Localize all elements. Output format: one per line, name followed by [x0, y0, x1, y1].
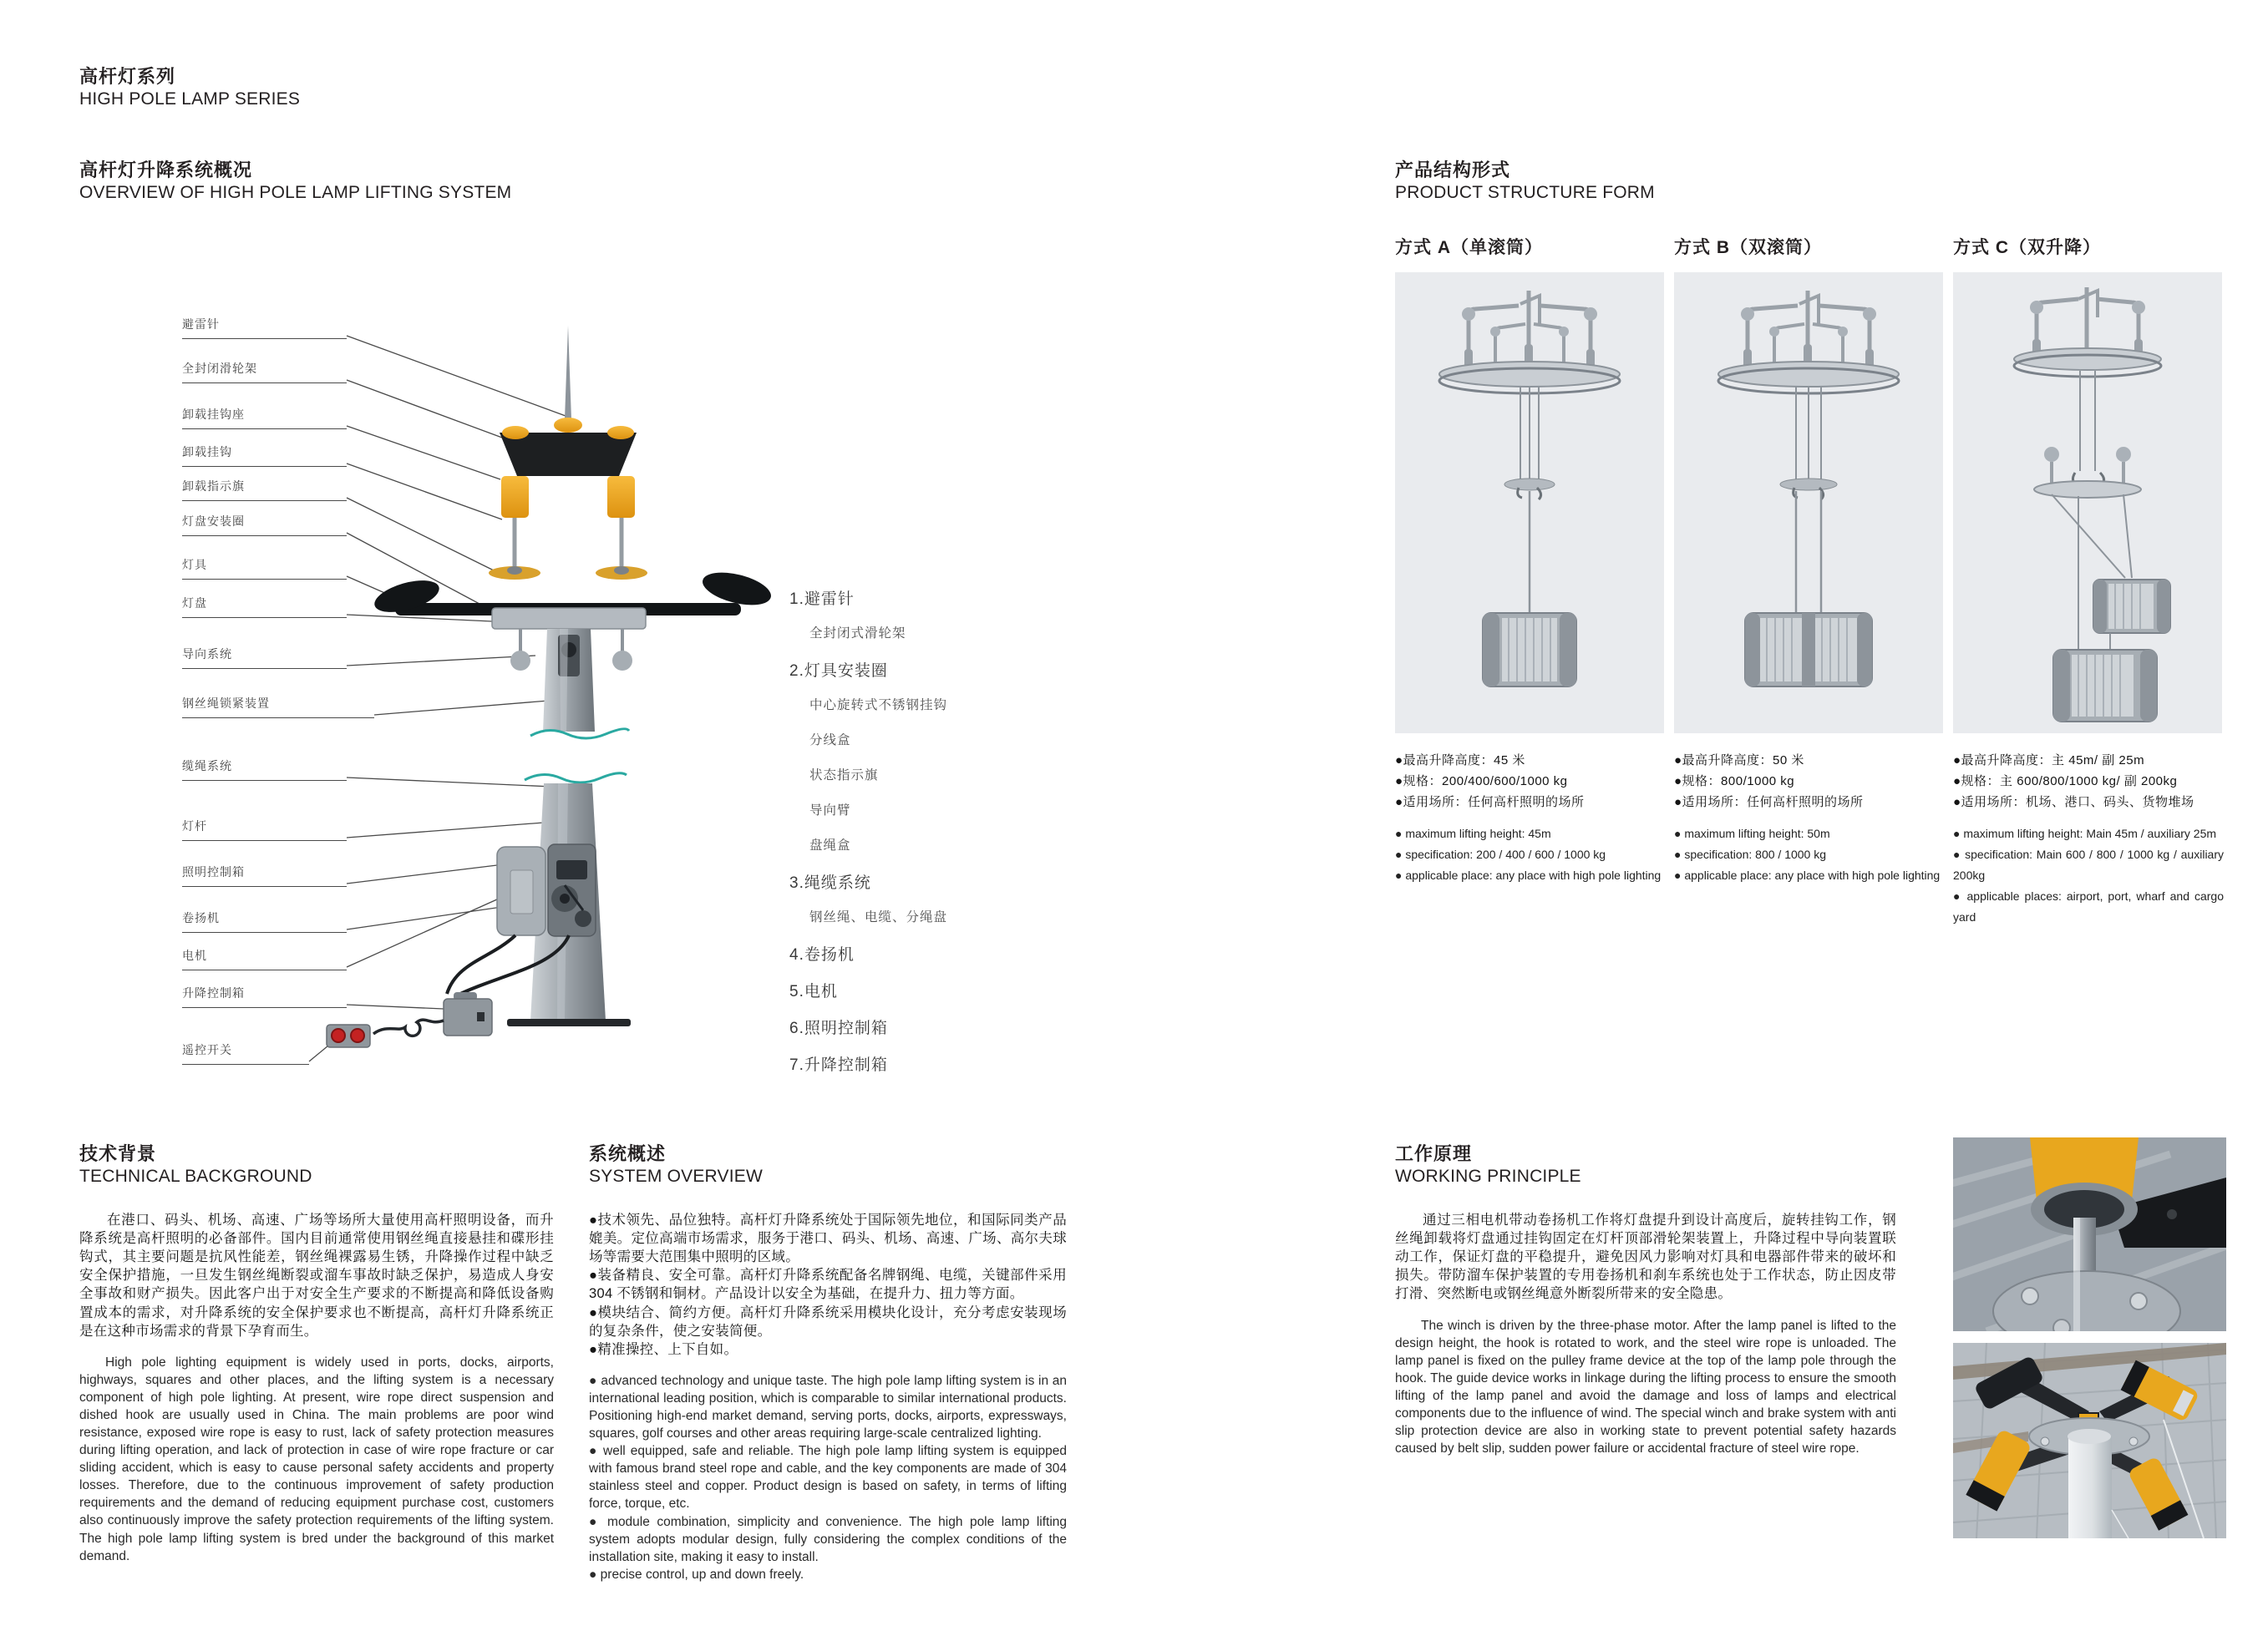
- system-overview-section: [589, 1142, 1067, 1583]
- technical-background-body-en: High pole lighting equipment is widely used in ports, docks, airports, highways, squares and other places, and the lifting system is a necessary component of high pole lighting. At present, wire rope direct suspension and dished hook are usually used in China. The main problems are poor wind resistance, exposed wire rope is easy to rust, lack of safety protection measures during lifting operation, and lack of protection in case of wire rope fracture or car sliding accident, which is easy to cause personal safety accidents and property losses. Therefore, due to the continuous improvement of safety production requirements and the demand of reducing equipment purchase cost, customers also continuously improve the safety protection requirements of the lifting system. The high pole lamp lifting system is bred under the background of this market demand.: [79, 1355, 554, 1563]
- part-label-unload-hook: 卸载挂钩: [182, 443, 347, 467]
- structure-image-a: [1395, 272, 1664, 733]
- working-principle-title-zh: 工作原理: [1395, 1143, 1473, 1164]
- mode-b-spec-zh: ●最高升降高度：50 米: [1674, 753, 1804, 767]
- mode-b-spec-en: ● applicable place: any place with high pole lighting: [1674, 869, 1941, 882]
- structure-image-c: [1953, 272, 2222, 733]
- structure-image-b: [1674, 272, 1943, 733]
- part-label-guide-system: 导向系统: [182, 646, 347, 669]
- mode-a-spec-en: ● specification: 200 / 400 / 600 / 1000 kg: [1395, 848, 1606, 861]
- part-label-motor: 电机: [182, 947, 347, 970]
- technical-background-section: [79, 1142, 554, 1565]
- numbered-item: 4.卷扬机: [789, 946, 855, 964]
- system-overview-title-en: SYSTEM OVERVIEW: [589, 1167, 763, 1186]
- numbered-subitem: 全封闭式滑轮架: [809, 626, 906, 641]
- overview-title-zh: 高杆灯升降系统概况: [79, 160, 253, 180]
- numbered-item: 5.电机: [789, 983, 838, 1000]
- mode-a-title: 方式 A（单滚筒）: [1395, 238, 1543, 257]
- system-overview-bullet-zh: ●技术领先、品位独特。高杆灯升降系统处于国际领先地位，和国际同类产品媲美。定位高端市场需求，服务于港口、码头、机场、高速、广场、高尔夫球场等需要大范围集中照明的区域。: [589, 1213, 1067, 1265]
- part-label-lamp-panel-mounting-ring: 灯盘安装圈: [182, 513, 347, 536]
- mode-card-a: [1395, 234, 1666, 886]
- system-overview-bullet-zh: ●精准操控、上下自如。: [589, 1341, 738, 1357]
- structure-header: [1395, 159, 1655, 204]
- numbered-subitem: 钢丝绳、电缆、分绳盘: [809, 910, 948, 924]
- part-label-enclosed-pulley-frame: 全封闭滑轮架: [182, 360, 347, 383]
- mode-c-title: 方式 C（双升降）: [1953, 238, 2101, 257]
- mode-b-spec-en: ● specification: 800 / 1000 kg: [1674, 848, 1827, 861]
- mode-card-c: [1953, 234, 2224, 928]
- numbered-subitem: 导向臂: [809, 803, 851, 818]
- mode-c-spec-en: ● specification: Main 600 / 800 / 1000 kg / auxiliary 200kg: [1953, 848, 2224, 882]
- structure-title-zh: 产品结构形式: [1395, 160, 1511, 180]
- part-label-cable-system: 缆绳系统: [182, 757, 347, 781]
- working-principle-body-en: The winch is driven by the three-phase motor. After the lamp panel is lifted to the design height, the hook is rotated to work, and the steel wire rope is unloaded. The lamp panel is fixed on the pulley frame device at the top of the lamp pole through the hook. The guide device works in linkage during the lifting process to ensure the smooth lifting of the lamp panel and avoid the damage and loss of lamps and electrical components due to the influence of wind. The special winch and brake system with anti slip protection device are also in working state to prevent potential safety hazards caused by belt slip, sudden power failure or accidental fracture of steel wire rope.: [1395, 1318, 1896, 1456]
- part-label-unload-hook-seat: 卸载挂钩座: [182, 406, 347, 429]
- working-principle-title-en: WORKING PRINCIPLE: [1395, 1167, 1581, 1186]
- series-title-en: HIGH POLE LAMP SERIES: [79, 89, 301, 109]
- mode-a-spec-zh: ●规格：200/400/600/1000 kg: [1395, 774, 1568, 788]
- part-label-lamp-panel: 灯盘: [182, 595, 347, 618]
- part-label-wire-rope-locking-device: 钢丝绳锁紧装置: [182, 695, 374, 718]
- mode-a-spec-en: ● maximum lifting height: 45m: [1395, 827, 1551, 840]
- mode-b-spec-zh: ●规格：800/1000 kg: [1674, 774, 1795, 788]
- mode-c-spec-zh: ●适用场所：机场、港口、码头、货物堆场: [1953, 795, 2194, 809]
- numbered-subitem: 状态指示旗: [809, 768, 879, 783]
- system-overview-title-zh: 系统概述: [589, 1143, 667, 1164]
- pole-artwork: [327, 326, 774, 1047]
- mode-a-spec-zh: ●适用场所：任何高杆照明的场所: [1395, 795, 1585, 809]
- overview-title-en: OVERVIEW OF HIGH POLE LAMP LIFTING SYSTEM: [79, 183, 512, 202]
- part-label-lifting-control-box: 升降控制箱: [182, 985, 347, 1008]
- mode-c-spec-en: ● maximum lifting height: Main 45m / auxiliary 25m: [1953, 827, 2217, 840]
- technical-background-title-zh: 技术背景: [79, 1143, 157, 1164]
- system-overview-bullet-en: ● well equipped, safe and reliable. The high pole lamp lifting system is equipped with famous brand steel rope and cable, and the key components are made of 304 stainless steel and copper. Product design is based on safety, in terms of lifting force, torque, etc.: [589, 1444, 1067, 1512]
- numbered-subitem: 中心旋转式不锈钢挂钩: [809, 698, 948, 712]
- working-principle-body-zh: 通过三相电机带动卷扬机工作将灯盘提升到设计高度后，旋转挂钩工作，钢丝绳卸载将灯盘通过挂钩固定在灯杆顶部滑轮架装置上，升降过程中导向装置联动工作，保证灯盘的平稳提升，避免因风力影响对灯具和电器部件带来的破坏和损失。带防溜车保护装置的专用卷扬机和刹车系统也处于工作状态，防止因皮带打滑、突然断电或钢丝绳意外断裂所带来的安全隐患。: [1395, 1213, 1896, 1302]
- working-principle-section: [1395, 1142, 1896, 1457]
- part-label-unload-indicator-flag: 卸载指示旗: [182, 478, 347, 501]
- mode-c-spec-en: ● applicable places: airport, port, wharf and cargo yard: [1953, 889, 2224, 924]
- photo-pole-guide-cylinders: [1953, 1343, 2226, 1538]
- mode-card-b: [1674, 234, 1945, 886]
- numbered-subitem: 盘绳盒: [809, 838, 851, 853]
- mode-c-spec-zh: ●最高升降高度：主 45m/ 副 25m: [1953, 753, 2145, 767]
- part-label-lighting-control-box: 照明控制箱: [182, 864, 347, 887]
- photo-pole-top-hook: [1953, 1137, 2226, 1331]
- mode-b-spec-en: ● maximum lifting height: 50m: [1674, 827, 1830, 840]
- system-overview-bullet-zh: ●装备精良、安全可靠。高杆灯升降系统配备名牌钢绳、电缆，关键部件采用 304 不锈钢和铜材。产品设计以安全为基础，在提升力、扭力等方面。: [589, 1268, 1067, 1302]
- part-label-remote-switch: 遥控开关: [182, 1041, 309, 1065]
- numbered-item: 2.灯具安装圈: [789, 662, 888, 680]
- technical-background-body-zh: 在港口、码头、机场、高速、广场等场所大量使用高杆照明设备，而升降系统是高杆照明的必备部件。国内目前通常使用钢丝绳直接悬挂和碟形挂钩式，其主要问题是抗风性能差，钢丝绳裸露易生锈，升降操作过程中缺乏安全保护措施，一旦发生钢丝绳断裂或溜车事故时缺乏保护，易造成人身安全事故和财产损失。因此客户出于对安全生产要求的不断提高和降低设备购置成本的需求，对升降系统的安全保护要求也不断提高，高杆灯升降系统正是在这种市场需求的背景下孕育而生。: [79, 1213, 554, 1339]
- mode-c-spec-zh: ●规格：主 600/800/1000 kg/ 副 200kg: [1953, 774, 2178, 788]
- mode-b-title: 方式 B（双滚筒）: [1674, 238, 1822, 257]
- part-label-lamp-pole: 灯杆: [182, 818, 347, 841]
- system-overview-bullet-en: ● module combination, simplicity and convenience. The high pole lamp lifting system adopts modular design, fully considering the complex conditions of the installation site, making it easy to install.: [589, 1514, 1067, 1564]
- system-overview-bullet-en: ● precise control, up and down freely.: [589, 1567, 804, 1582]
- technical-background-title-en: TECHNICAL BACKGROUND: [79, 1167, 312, 1186]
- structure-title-en: PRODUCT STRUCTURE FORM: [1395, 183, 1655, 202]
- system-overview-bullet-en: ● advanced technology and unique taste. The high pole lamp lifting system is in an international leading position, which is comparable to similar international products. Positioning high-end market demand, serving ports, docks, airports, expressways, squares, golf courses and other areas requiring large-scale centralized lighting.: [589, 1373, 1067, 1441]
- series-title-zh: 高杆灯系列: [79, 66, 176, 87]
- part-label-winch: 卷扬机: [182, 909, 347, 933]
- part-label-lamp-fixture: 灯具: [182, 556, 347, 580]
- numbered-item: 3.绳缆系统: [789, 874, 871, 892]
- numbered-item: 1.避雷针: [789, 590, 855, 608]
- part-label-lightning-rod: 避雷针: [182, 316, 347, 339]
- series-header: [79, 65, 300, 110]
- mode-a-spec-zh: ●最高升降高度：45 米: [1395, 753, 1525, 767]
- numbered-item: 7.升降控制箱: [789, 1056, 888, 1074]
- numbered-item: 6.照明控制箱: [789, 1020, 888, 1037]
- component-numbered-list: [789, 586, 1149, 1089]
- overview-header: [79, 159, 511, 204]
- numbered-subitem: 分线盒: [809, 733, 851, 747]
- mode-a-spec-en: ● applicable place: any place with high pole lighting: [1395, 869, 1662, 882]
- mode-b-spec-zh: ●适用场所：任何高杆照明的场所: [1674, 795, 1864, 809]
- system-overview-bullet-zh: ●模块结合、简约方便。高杆灯升降系统采用模块化设计，充分考虑安装现场的复杂条件，使之安装简便。: [589, 1304, 1067, 1339]
